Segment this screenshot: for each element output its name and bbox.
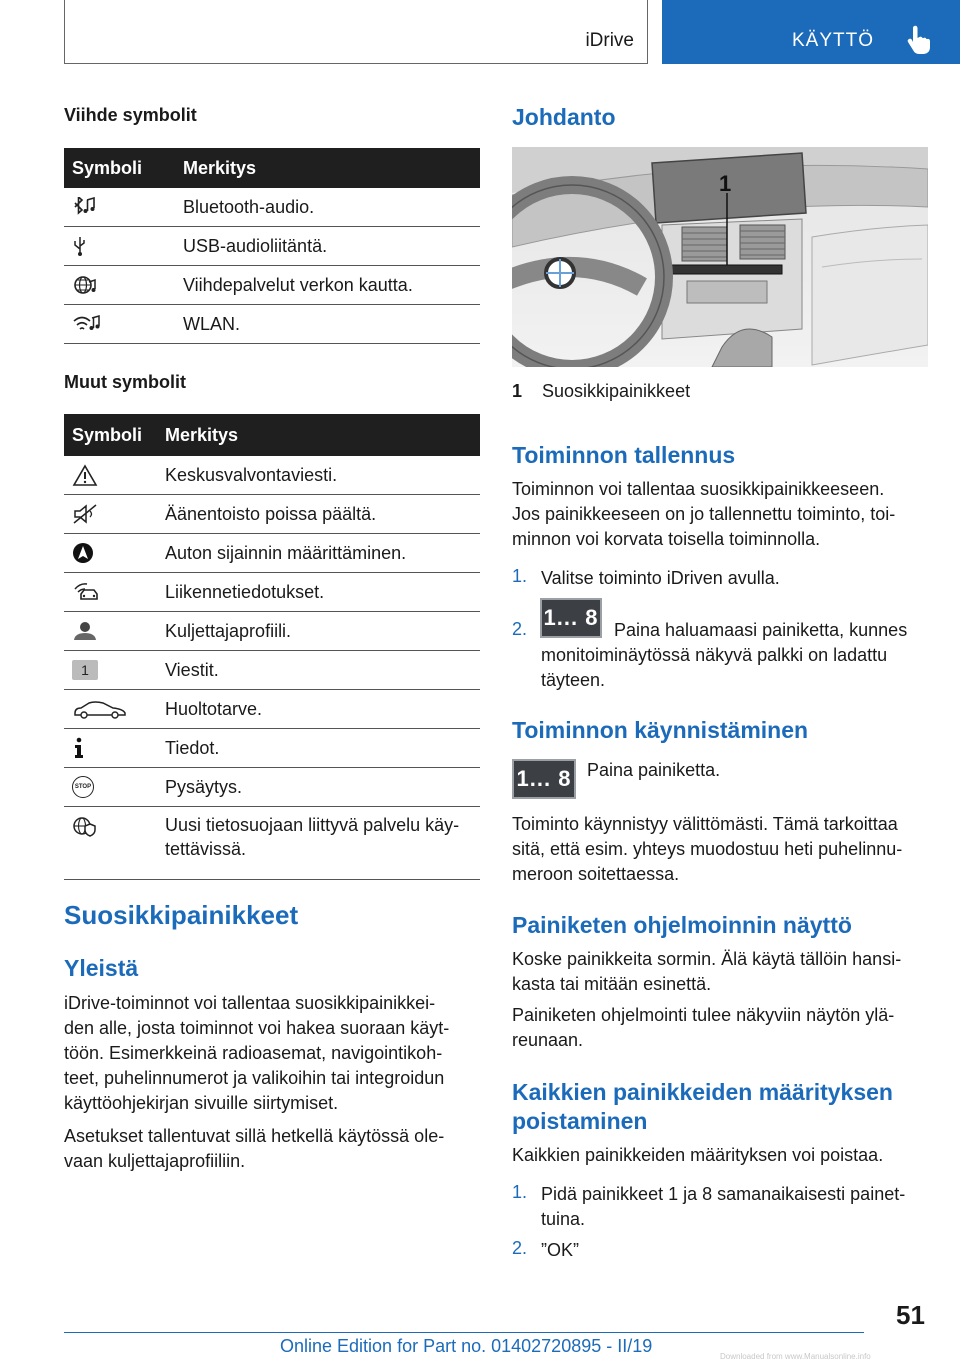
profile-paragraph (64, 1124, 444, 1174)
symbol-meaning: Tiedot. (157, 729, 480, 768)
save-paragraph (512, 477, 895, 552)
footer-divider (64, 1332, 864, 1333)
favorite-button-graphic[interactable] (540, 598, 602, 638)
step-number: 2. (512, 619, 528, 639)
run-paragraph (512, 812, 902, 887)
step-text: tuina. (541, 1209, 586, 1229)
entertainment-symbols-table (64, 148, 480, 344)
favorite-button-label: 1... 8 (512, 759, 576, 799)
display-paragraph (512, 947, 901, 997)
message-badge-icon (72, 660, 98, 680)
symbol-meaning: Auton sijainnin määrittäminen. (157, 534, 480, 573)
footer-watermark: Downloaded from www.Manualsonline.info (720, 1352, 871, 1361)
intro-heading: Johdanto (512, 104, 616, 130)
display-heading: Painiketen ohjelmoinnin näyttö (512, 912, 852, 938)
message-badge-number: 1 (81, 662, 89, 678)
caption-text: Suosikkipainikkeet (542, 381, 691, 401)
table-row (64, 807, 480, 880)
symbol-meaning: Keskusvalvontaviesti. (157, 456, 480, 495)
header-chapter-label: KÄYTTÖ (792, 30, 875, 51)
car-service-icon (72, 699, 128, 719)
text-line: Koske painikkeita sormin. Älä käytä tällöin hansi- (512, 949, 902, 969)
header-section-title: iDrive (585, 30, 634, 51)
general-paragraph (64, 991, 449, 1116)
step-number: 1. (512, 1182, 528, 1202)
symbol-meaning: Äänentoisto poissa päältä. (157, 495, 480, 534)
table-row (64, 768, 480, 807)
symbol-meaning: Uusi tietosuojaan liittyvä palvelu käy- (165, 815, 460, 835)
column-header-meaning: Merkitys (157, 414, 480, 456)
symbol-meaning: WLAN. (175, 305, 480, 344)
pointing-hand-icon (906, 24, 932, 54)
symbol-meaning: Viihdepalvelut verkon kautta. (175, 266, 480, 305)
entertainment-symbols-heading: Viihde symbolit (64, 105, 197, 125)
callout-number: 1 (719, 171, 732, 196)
text-line: Toiminto käynnistyy välittömästi. Tämä tarkoittaa (512, 814, 898, 834)
step-text: ”OK” (541, 1240, 579, 1260)
table-row (64, 612, 480, 651)
symbol-meaning: Pysäytys. (157, 768, 480, 807)
online-services-icon (72, 274, 98, 296)
symbol-meaning: Kuljettajaprofiili. (157, 612, 480, 651)
warning-icon (72, 464, 98, 486)
column-header-meaning: Merkitys (175, 148, 480, 188)
clear-heading-line: Kaikkien painikkeiden määrityksen (512, 1079, 893, 1105)
driver-profile-icon (72, 620, 98, 642)
text-line: iDrive-toiminnot voi tallentaa suosikkipainikkei- (64, 993, 436, 1013)
text-line: käyttöohjekirjan sivuille siirtymiset. (64, 1093, 339, 1113)
location-icon (72, 542, 94, 564)
symbol-meaning: Viestit. (157, 651, 480, 690)
text-line: den alle, josta toiminnot voi hakea suoraan käyt- (64, 1018, 450, 1038)
other-symbols-heading: Muut symbolit (64, 372, 186, 392)
favorite-button-graphic[interactable] (512, 759, 576, 799)
symbol-meaning: Bluetooth-audio. (175, 188, 480, 227)
text-line: meroon soitettaessa. (512, 864, 680, 884)
text-line: vaan kuljettajaprofiiliin. (64, 1151, 246, 1171)
table-row (64, 188, 480, 227)
symbol-meaning: USB-audioliitäntä. (175, 227, 480, 266)
wlan-audio-icon (72, 314, 102, 334)
save-heading: Toiminnon tallennus (512, 442, 736, 468)
header-chapter-tab[interactable] (662, 0, 960, 64)
symbol-meaning-continued: tettävissä. (165, 839, 247, 859)
general-heading: Yleistä (64, 955, 139, 981)
table-row (64, 573, 480, 612)
speaker-mute-icon (72, 503, 98, 525)
table-row (64, 305, 480, 344)
step-text: Pidä painikkeet 1 ja 8 samanaikaisesti painet- (541, 1184, 906, 1204)
favorites-heading: Suosikkipainikkeet (64, 900, 299, 930)
run-button-text: Paina painiketta. (587, 760, 721, 780)
step-number: 2. (512, 1238, 528, 1258)
run-heading: Toiminnon käynnistäminen (512, 717, 809, 743)
text-line: Jos painikkeeseen on jo tallennettu toiminto, toi- (512, 504, 896, 524)
footer-edition: Online Edition for Part no. 01402720895 - II/19 (280, 1336, 653, 1356)
bluetooth-audio-icon (72, 197, 98, 217)
table-row (64, 534, 480, 573)
favorite-button-label: 1... 8 (540, 598, 602, 638)
clear-intro: Kaikkien painikkeiden määrityksen voi poistaa. (512, 1145, 884, 1165)
traffic-icon (72, 581, 102, 603)
table-row (64, 227, 480, 266)
clear-heading-line: poistaminen (512, 1108, 648, 1134)
text-line: reunaan. (512, 1030, 584, 1050)
step-text: Paina haluamaasi painiketta, kunnes (614, 620, 908, 640)
other-symbols-table (64, 414, 480, 880)
column-header-symbol: Symboli (64, 414, 157, 456)
text-line: teet, puhelinnumerot ja valikoihin tai integroidun (64, 1068, 445, 1088)
usb-icon (72, 235, 88, 257)
step-number: 1. (512, 566, 528, 586)
table-row (64, 651, 480, 690)
table-row (64, 266, 480, 305)
text-line: minnon voi korvata toisella toiminnolla. (512, 529, 821, 549)
text-line: kasta tai mitään esinettä. (512, 974, 712, 994)
table-row (64, 729, 480, 768)
display-paragraph-2 (512, 1003, 894, 1053)
header-frame (64, 0, 648, 64)
stop-icon (72, 776, 94, 798)
step-text: monitoiminäytössä näkyvä palkki on ladattu (541, 645, 888, 665)
caption-number: 1 (512, 381, 523, 401)
info-icon (72, 737, 86, 759)
stop-icon-label: STOP (74, 784, 92, 790)
table-row (64, 495, 480, 534)
text-line: töön. Esimerkkeinä radioasemat, navigointikoh- (64, 1043, 443, 1063)
text-line: Toiminnon voi tallentaa suosikkipainikkeeseen. (512, 479, 885, 499)
text-line: Painiketen ohjelmointi tulee näkyviin näytön ylä- (512, 1005, 895, 1025)
text-line: sitä, että esim. yhteys muodostuu heti puhelinnu- (512, 839, 903, 859)
symbol-meaning: Huoltotarve. (157, 690, 480, 729)
clear-heading (512, 1078, 893, 1136)
step-text: täyteen. (541, 670, 606, 690)
text-line: Asetukset tallentuvat sillä hetkellä käytössä ole- (64, 1126, 445, 1146)
step-text: Valitse toiminto iDriven avulla. (541, 568, 780, 588)
column-header-symbol: Symboli (64, 148, 175, 188)
privacy-service-icon (72, 815, 98, 837)
table-row (64, 456, 480, 495)
page-number: 51 (896, 1300, 925, 1330)
symbol-meaning: Liikennetiedotukset. (157, 573, 480, 612)
table-row (64, 690, 480, 729)
